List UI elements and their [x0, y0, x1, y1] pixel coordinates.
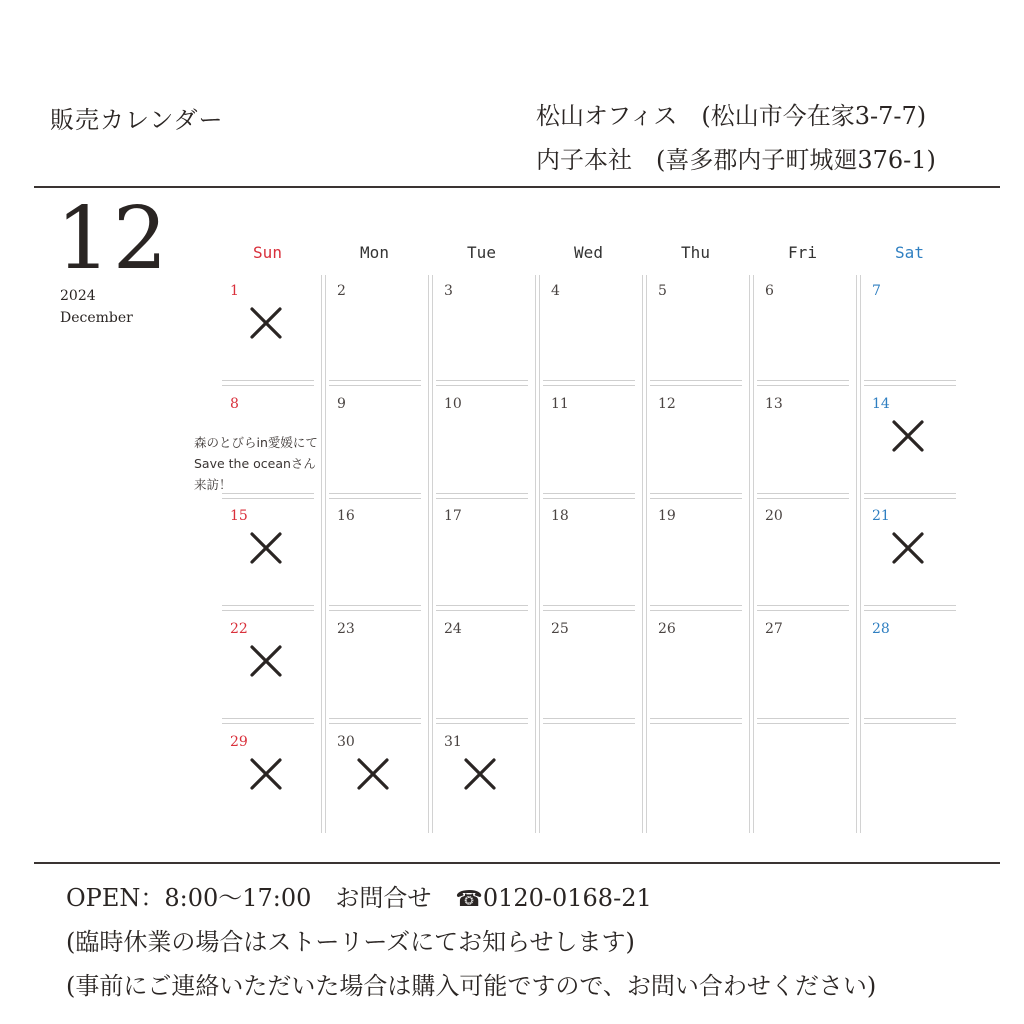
day-cell [329, 500, 421, 608]
day-cell [864, 275, 956, 383]
weekday-header-wed: Wed [574, 243, 603, 262]
day-cell [436, 388, 528, 496]
row-divider [543, 380, 635, 386]
day-number: 11 [551, 396, 569, 412]
day-cell [650, 275, 742, 383]
row-divider [864, 493, 956, 499]
column-divider [856, 275, 861, 833]
day-number: 23 [337, 621, 355, 637]
row-divider [329, 493, 421, 499]
hours-text: OPEN：8:00〜17:00 お問合せ [66, 884, 456, 912]
day-cell [864, 388, 956, 496]
month-number: 12 [56, 189, 170, 289]
closed-x-icon [355, 756, 391, 792]
day-number: 3 [444, 283, 453, 299]
day-number: 31 [444, 734, 462, 750]
column-divider [321, 275, 326, 833]
row-divider [757, 718, 849, 724]
column-divider [535, 275, 540, 833]
weekday-header-sun: Sun [253, 243, 282, 262]
day-number: 27 [765, 621, 783, 637]
day-number: 28 [872, 621, 890, 637]
day-cell [436, 613, 528, 721]
row-divider [329, 380, 421, 386]
day-number: 20 [765, 508, 783, 524]
row-divider [436, 605, 528, 611]
row-divider [864, 380, 956, 386]
day-number: 19 [658, 508, 676, 524]
day-cell [650, 613, 742, 721]
row-divider [222, 605, 314, 611]
top-divider [34, 186, 1000, 188]
day-cell [436, 275, 528, 383]
day-number: 8 [230, 396, 239, 412]
row-divider [543, 605, 635, 611]
closed-x-icon [248, 756, 284, 792]
row-divider [543, 493, 635, 499]
day-number: 2 [337, 283, 346, 299]
day-cell [194, 388, 318, 496]
row-divider [650, 380, 742, 386]
footer-notice-purchase: (事前にご連絡いただいた場合は購入可能ですので、お問い合わせください) [66, 972, 877, 1000]
row-divider [329, 718, 421, 724]
day-number: 15 [230, 508, 248, 524]
day-cell [650, 388, 742, 496]
column-divider [642, 275, 647, 833]
row-divider [222, 718, 314, 724]
closed-x-icon [890, 418, 926, 454]
day-number: 12 [658, 396, 676, 412]
day-number: 13 [765, 396, 783, 412]
day-cell [222, 500, 314, 608]
weekday-header-tue: Tue [467, 243, 496, 262]
row-divider [757, 380, 849, 386]
closed-x-icon [890, 530, 926, 566]
event-note: 森のとびらin愛媛にてSave the oceanさん来訪！ [194, 435, 318, 492]
row-divider [436, 493, 528, 499]
day-number: 22 [230, 621, 248, 637]
day-cell [543, 613, 635, 721]
day-number: 10 [444, 396, 462, 412]
day-number: 26 [658, 621, 676, 637]
row-divider [436, 718, 528, 724]
day-number: 21 [872, 508, 890, 524]
day-cell [864, 613, 956, 721]
day-number: 9 [337, 396, 346, 412]
day-number: 24 [444, 621, 462, 637]
day-cell [864, 500, 956, 608]
month-name: December [60, 310, 133, 326]
day-cell [650, 726, 742, 834]
closed-x-icon [462, 756, 498, 792]
day-number: 29 [230, 734, 248, 750]
day-number: 25 [551, 621, 569, 637]
day-cell [543, 388, 635, 496]
day-number: 6 [765, 283, 774, 299]
day-number: 16 [337, 508, 355, 524]
row-divider [864, 718, 956, 724]
day-number: 18 [551, 508, 569, 524]
telephone-icon: ☎ [455, 887, 483, 912]
day-cell [329, 613, 421, 721]
row-divider [757, 493, 849, 499]
row-divider [757, 605, 849, 611]
row-divider [222, 380, 314, 386]
column-divider [749, 275, 754, 833]
day-number: 7 [872, 283, 881, 299]
day-number: 14 [872, 396, 890, 412]
day-cell [222, 726, 314, 834]
day-cell [543, 500, 635, 608]
day-number: 17 [444, 508, 462, 524]
day-cell [650, 500, 742, 608]
row-divider [329, 605, 421, 611]
day-cell [543, 726, 635, 834]
office-uchiko: 内子本社 (喜多郡内子町城廻376-1) [536, 146, 936, 174]
day-cell [329, 726, 421, 834]
day-number: 1 [230, 283, 239, 299]
row-divider [436, 380, 528, 386]
closed-x-icon [248, 305, 284, 341]
row-divider [222, 493, 314, 499]
office-matsuyama: 松山オフィス (松山市今在家3-7-7) [536, 102, 927, 130]
day-cell [329, 388, 421, 496]
day-number: 5 [658, 283, 667, 299]
closed-x-icon [248, 530, 284, 566]
day-cell [329, 275, 421, 383]
day-cell [757, 275, 849, 383]
day-cell [436, 726, 528, 834]
bottom-divider [34, 862, 1000, 864]
row-divider [650, 605, 742, 611]
weekday-header-fri: Fri [788, 243, 817, 262]
column-divider [428, 275, 433, 833]
weekday-header-thu: Thu [681, 243, 710, 262]
row-divider [543, 718, 635, 724]
weekday-header-sat: Sat [895, 243, 924, 262]
day-cell [222, 613, 314, 721]
day-cell [757, 388, 849, 496]
month-year: 2024 [60, 288, 96, 304]
day-number: 4 [551, 283, 560, 299]
day-cell [436, 500, 528, 608]
day-cell [222, 275, 314, 383]
row-divider [864, 605, 956, 611]
phone-number[interactable]: 0120-0168-21 [482, 884, 652, 912]
row-divider [650, 718, 742, 724]
footer-hours [66, 878, 652, 913]
day-cell [543, 275, 635, 383]
day-cell [757, 726, 849, 834]
day-cell [757, 500, 849, 608]
weekday-header-mon: Mon [360, 243, 389, 262]
closed-x-icon [248, 643, 284, 679]
footer-notice-closure: (臨時休業の場合はストーリーズにてお知らせします) [66, 928, 635, 956]
day-cell [757, 613, 849, 721]
row-divider [650, 493, 742, 499]
day-number: 30 [337, 734, 355, 750]
page-title: 販売カレンダー [50, 106, 224, 134]
day-cell [864, 726, 956, 834]
